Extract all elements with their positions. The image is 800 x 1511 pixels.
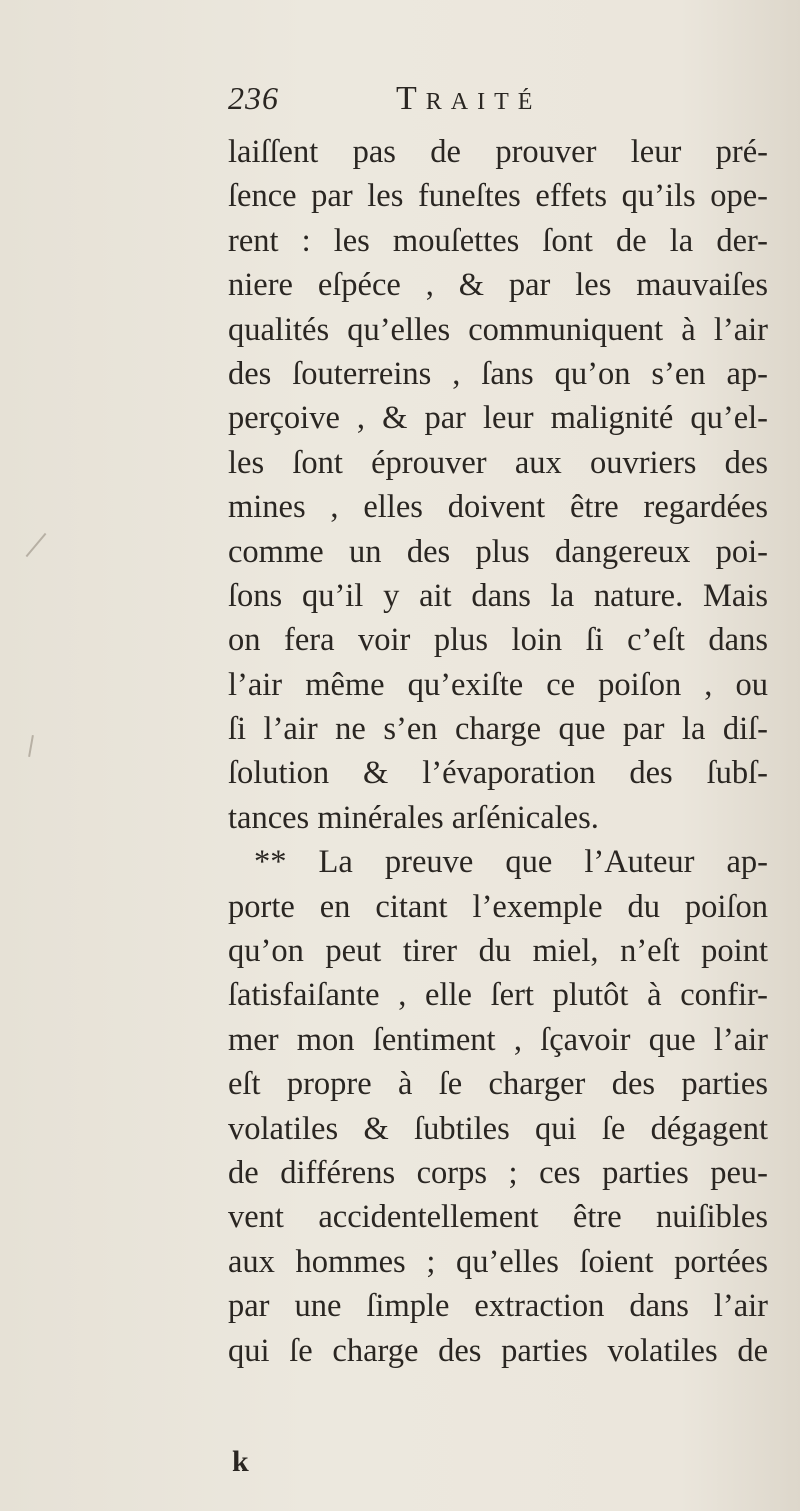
stray-pencil-mark (26, 533, 47, 557)
signature-mark: k (232, 1445, 249, 1478)
text-line: mines , elles doivent être regardées (228, 489, 768, 526)
text-line: tances minérales arſénicales. (228, 799, 599, 836)
body-text (228, 130, 768, 1373)
text-line: ** La preuve que l’Auteur ap- (254, 844, 768, 881)
text-line: eſt propre à ſe charger des parties (228, 1066, 768, 1103)
text-line: l’air même qu’exiſte ce poiſon , ou (228, 666, 768, 703)
text-line: ſi l’air ne s’en charge que par la diſ- (228, 711, 768, 748)
text-line: par une ſimple extraction dans l’air (228, 1288, 768, 1325)
text-line: aux hommes ; qu’elles ſoient portées (228, 1243, 768, 1280)
page-number: 236 (228, 80, 279, 116)
text-line: qui ſe charge des parties volatiles de (228, 1332, 768, 1369)
text-line: laiſſent pas de prouver leur pré- (228, 134, 768, 170)
text-line: comme un des plus dangereux poi- (228, 533, 768, 570)
text-line: qualités qu’elles communiquent à l’air (228, 311, 768, 348)
text-line: de différens corps ; ces parties peu- (228, 1154, 768, 1191)
text-line: mer mon ſentiment , ſçavoir que l’air (228, 1021, 768, 1058)
text-line: ſatisfaiſante , elle ſert plutôt à confir- (228, 977, 768, 1014)
text-line: qu’on peut tirer du miel, n’eſt point (228, 933, 768, 970)
stray-pencil-mark (28, 735, 34, 757)
text-line: on fera voir plus loin ſi c’eſt dans (228, 622, 768, 659)
text-line: rent : les mouſettes ſont de la der- (228, 222, 768, 259)
text-line: des ſouterreins , ſans qu’on s’en ap- (228, 355, 768, 392)
text-line: perçoive , & par leur malignité qu’el- (228, 400, 768, 437)
text-line: ſons qu’il y ait dans la nature. Mais (228, 577, 768, 614)
text-line: ſolution & l’évaporation des ſubſ- (228, 755, 768, 792)
text-line: vent accidentellement être nuiſibles (228, 1199, 768, 1236)
text-line: volatiles & ſubtiles qui ſe dégagent (228, 1110, 768, 1147)
text-line: ſence par les funeſtes effets qu’ils ope- (228, 178, 768, 215)
running-title: Traité (396, 80, 542, 117)
text-line: les ſont éprouver aux ouvriers des (228, 444, 768, 481)
text-line: niere eſpéce , & par les mauvaiſes (228, 267, 768, 304)
page-header (228, 80, 608, 130)
text-line: porte en citant l’exemple du poiſon (228, 888, 768, 925)
